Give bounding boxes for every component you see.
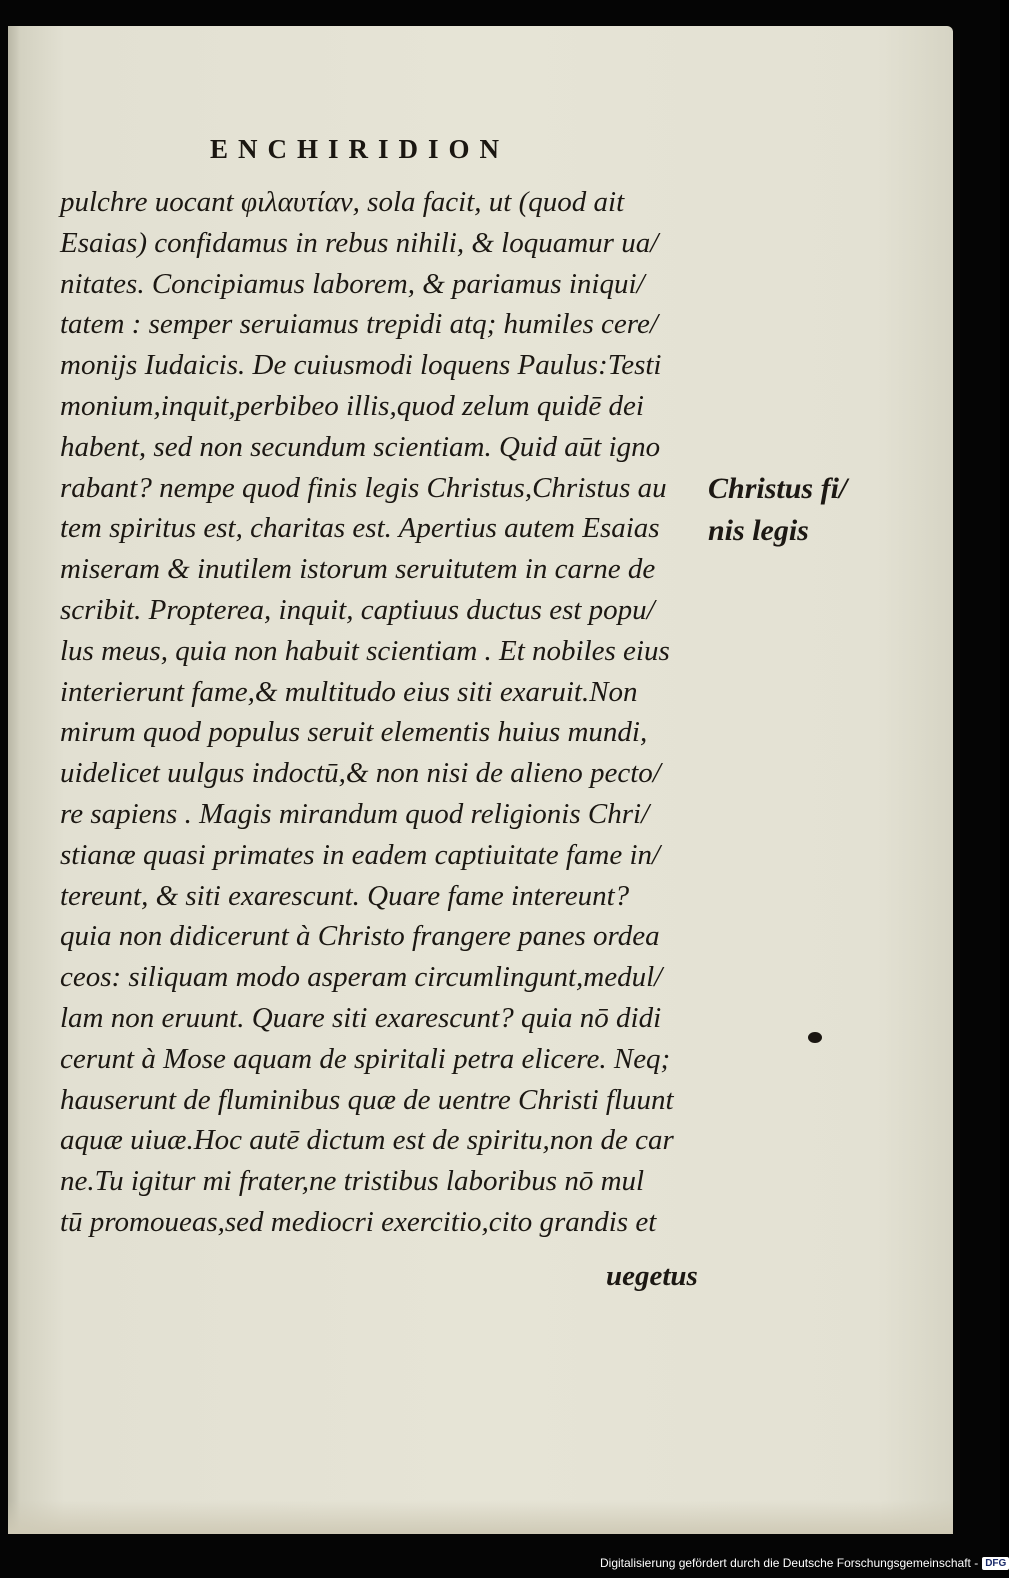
text-line: interierunt fame,& multitudo eius siti exaruit.Non [60,675,638,708]
margin-note-line: nis legis [708,514,809,547]
text-line: lus meus, quia non habuit scientiam . Et nobiles eius [60,634,670,667]
text-line: tem spiritus est, charitas est. Apertius autem Esaias [60,512,660,545]
digitization-credit [600,1552,1009,1574]
text-line: Esaias) confidamus in rebus nihili, & loquamur ua/ [60,226,659,259]
page-bottom-shadow [8,1500,953,1534]
page-gutter-shadow [8,26,20,1534]
text-line: uidelicet uulgus indoctū,& non nisi de alieno pecto/ [60,757,661,790]
body-text [60,182,720,1243]
text-line: miseram & inutilem istorum seruitutem in carne de [60,553,656,586]
text-line: rabant? nempe quod finis legis Christus,Christus au [60,471,667,504]
text-line: quia non didicerunt à Christo frangere panes ordea [60,920,660,953]
text-line: habent, sed non secundum scientiam. Quid aūt igno [60,430,661,463]
text-line: hauserunt de fluminibus quæ de uentre Christi fluunt [60,1083,674,1116]
text-line: stianæ quasi primates in eadem captiuitate fame in/ [60,838,661,871]
text-line: scribit. Propterea, inquit, captiuus ductus est popu/ [60,593,655,626]
catchword: uegetus [606,1260,698,1292]
text-line: monium,inquit,perbibeo illis,quod zelum quidē dei [60,389,644,422]
text-line: pulchre uocant φιλαυτίαν, sola facit, ut (quod ait [60,186,625,218]
ink-spot [808,1032,822,1043]
text-line: aquæ uiuæ.Hoc autē dictum est de spiritu,non de car [60,1124,674,1157]
dfg-logo-icon: DFG [982,1557,1009,1570]
margin-note-line: Christus fi/ [708,472,848,505]
text-line: lam non eruunt. Quare siti exarescunt? quia nō didi [60,1001,662,1034]
text-line: re sapiens . Magis mirandum quod religionis Chri/ [60,797,650,830]
text-line: ne.Tu igitur mi frater,ne tristibus laboribus nō mul [60,1165,645,1198]
text-line: mirum quod populus seruit elementis huius mundi, [60,716,648,749]
text-line: monijs Iudaicis. De cuiusmodi loquens Paulus:Testi [60,349,662,382]
text-line: nitates. Concipiamus laborem, & pariamus iniqui/ [60,267,645,300]
text-line: tū promoueas,sed mediocri exercitio,cito grandis et [60,1205,657,1238]
text-line: cerunt à Mose aquam de spiritali petra elicere. Neq; [60,1042,671,1075]
text-line: tatem : semper seruiamus trepidi atq; humiles cere/ [60,308,658,341]
running-head: ENCHIRIDION [210,134,510,164]
text-line: tereunt, & siti exarescunt. Quare fame intereunt? [60,879,630,912]
text-line: ceos: siliquam modo asperam circumlingunt,medul/ [60,961,663,994]
margin-note [708,468,847,552]
credit-text: Digitalisierung gefördert durch die Deutsche Forschungsgemeinschaft - [600,1556,979,1570]
